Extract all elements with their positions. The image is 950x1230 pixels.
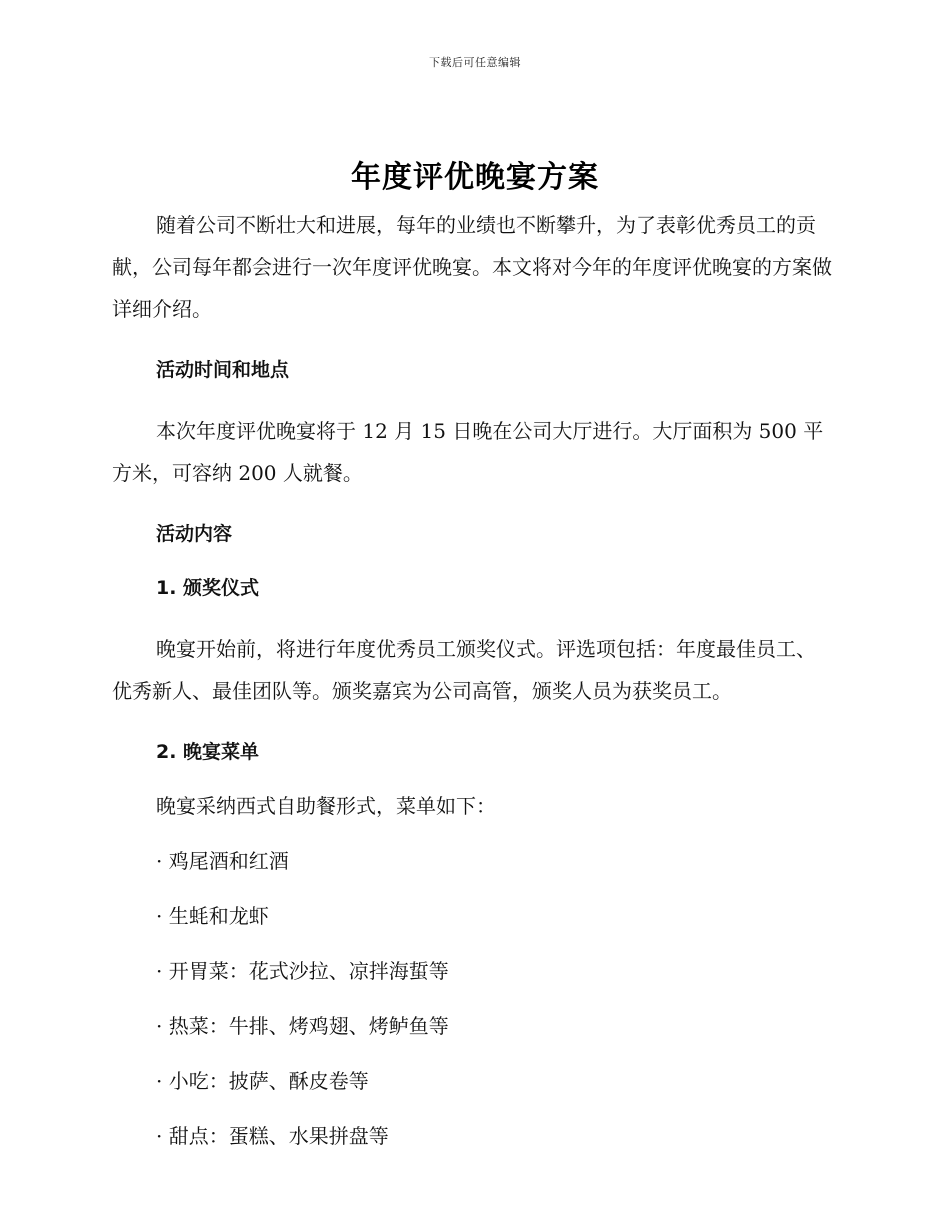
award-ceremony-paragraph: 晚宴开始前，将进行年度优秀员工颁奖仪式。评选项包括：年度最佳员工、优秀新人、最佳团队等。颁奖嘉宾为公司高管，颁奖人员为获奖员工。 <box>112 637 816 703</box>
menu-item: · 热菜：牛排、烤鸡翅、烤鲈鱼等 <box>156 1014 449 1038</box>
menu-item: · 开胃菜：花式沙拉、凉拌海蜇等 <box>156 959 449 983</box>
subheading-dinner-menu: 2. 晚宴菜单 <box>156 741 260 763</box>
menu-intro: 晚宴采纳西式自助餐形式，菜单如下： <box>156 794 496 818</box>
header-note: 下载后可任意编辑 <box>429 56 521 69</box>
time-place-paragraph: 本次年度评优晚宴将于 12 月 15 日晚在公司大厅进行。大厅面积为 500 平方米，可容纳 200 人就餐。 <box>112 419 824 485</box>
menu-item: · 小吃：披萨、酥皮卷等 <box>156 1069 369 1093</box>
menu-item: · 鸡尾酒和红酒 <box>156 849 289 873</box>
document-title: 年度评优晚宴方案 <box>351 160 599 195</box>
menu-item: · 生蚝和龙虾 <box>156 904 269 928</box>
subheading-award-ceremony: 1. 颁奖仪式 <box>156 577 260 599</box>
menu-item: · 甜点：蛋糕、水果拼盘等 <box>156 1124 389 1148</box>
intro-paragraph: 随着公司不断壮大和进展，每年的业绩也不断攀升，为了表彰优秀员工的贡献，公司每年都会进行一次年度评优晚宴。本文将对今年的年度评优晚宴的方案做详细介绍。 <box>112 213 832 321</box>
document-body <box>112 204 832 1150</box>
section-heading-content: 活动内容 <box>156 523 233 545</box>
section-heading-time-place: 活动时间和地点 <box>156 359 290 381</box>
